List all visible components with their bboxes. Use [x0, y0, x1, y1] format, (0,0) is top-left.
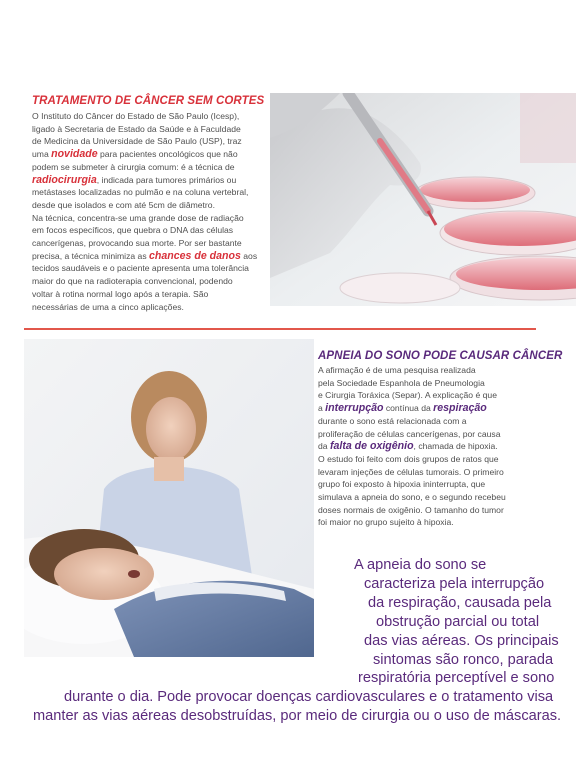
lab-photo-illustration [270, 93, 576, 306]
body-text: para pacientes oncológicos que não [97, 149, 238, 160]
body-text: simulava a apneia do sono, e o segundo recebeu [318, 492, 506, 503]
body-text: necessárias de uma a cinco aplicações. [32, 301, 184, 312]
body-text: uma [32, 149, 52, 160]
body-text: voltar à rotina normal logo após a terapia. São [32, 288, 209, 299]
body-text: da [318, 441, 330, 452]
body-text: levaram injeções de células tumorais. O primeiro [318, 466, 504, 477]
body-text: aos [240, 250, 258, 261]
body-text: contínua da [383, 403, 434, 414]
body-text: durante o sono está relacionada com a [318, 415, 467, 426]
article1-line [32, 250, 257, 263]
article1-line [32, 186, 257, 199]
callout-line: durante o dia. Pode provocar doenças cardiovasculares e o tratamento visa [64, 689, 554, 706]
article1-line [32, 301, 257, 314]
body-text: O Instituto do Câncer do Estado de São Paulo (Icesp), [32, 111, 240, 121]
body-text: cancerígenas, provocando sua morte. Por ser bastante [32, 238, 242, 249]
highlight-term: novidade [51, 148, 98, 161]
body-text: , chamada de hipoxia. [413, 441, 498, 452]
body-text: de Medicina da Universidade de São Paulo (USP), traz [32, 136, 242, 147]
body-text: podem se submeter à cirurgia comum: é a técnica de [32, 161, 235, 172]
body-text: , indicada para tumores primários ou [96, 174, 237, 185]
article1-line [32, 123, 257, 136]
body-text: maior do que na radioterapia convencional, podendo [32, 276, 233, 287]
article2-line [318, 453, 506, 466]
article2-line [318, 389, 506, 402]
article2-line [318, 466, 506, 479]
body-text: grupo foi exposto à hipoxia ininterrupta, que [318, 479, 486, 490]
section-divider [24, 328, 536, 330]
callout-line: das vias aéreas. Os principais [364, 632, 559, 649]
article1-line [32, 212, 257, 225]
body-text: metástases localizadas no pulmão e na coluna vertebral, [32, 187, 249, 198]
article2-line [318, 478, 506, 491]
article2-line [318, 402, 506, 415]
body-text: desde que isolados e com até 5cm de diâmetro. [32, 199, 215, 210]
lab-photo [270, 93, 576, 306]
callout-line: obstrução parcial ou total [376, 613, 540, 630]
article2-line [318, 428, 506, 441]
article1-heading: TRATAMENTO DE CÂNCER SEM CORTES [32, 95, 265, 107]
callout-line: manter as vias aéreas desobstruídas, por meio de cirurgia ou o uso de máscaras. [33, 708, 562, 725]
article1-line [32, 174, 257, 187]
article1-line [32, 262, 257, 275]
body-text: a [318, 403, 326, 414]
highlight-term: chances de danos [149, 249, 241, 262]
body-text: proliferação de células cancerígenas, por causa [318, 428, 501, 439]
body-text: ligado à Secretaria de Estado da Saúde e à Faculdade [32, 123, 241, 134]
callout-line: da respiração, causada pela [368, 594, 552, 611]
article2-line [318, 440, 506, 453]
callout-line: sintomas são ronco, parada [373, 651, 554, 668]
article1-line [32, 199, 257, 212]
article1-line [32, 148, 257, 161]
sleep-apnea-callout [0, 556, 562, 726]
article2-line [318, 491, 506, 504]
body-text: A afirmação é de uma pesquisa realizada [318, 365, 476, 375]
body-text: doses normais de oxigênio. O tamanho do tumor [318, 504, 504, 515]
article2-line [318, 364, 506, 377]
article1-line [32, 237, 257, 250]
article2-line [318, 516, 506, 529]
body-text: O estudo foi feito com dois grupos de ratos que [318, 453, 499, 464]
article2-line [318, 504, 506, 517]
callout-line: A apneia do sono se [354, 557, 487, 573]
highlight-term: respiração [433, 402, 487, 415]
article1-line [32, 135, 257, 148]
body-text: Na técnica, concentra-se uma grande dose de radiação [32, 212, 244, 223]
article2-heading: APNEIA DO SONO PODE CAUSAR CÂNCER [318, 350, 563, 362]
highlight-term: interrupção [325, 402, 384, 415]
body-text: foi maior no grupo sujeito à hipoxia. [318, 517, 454, 528]
article1-body [32, 110, 257, 313]
article1-line [32, 224, 257, 237]
callout-line: caracteriza pela interrupção [364, 575, 545, 592]
article2-line [318, 415, 506, 428]
callout-line: respiratória perceptível e sono [358, 670, 555, 687]
article1-line [32, 161, 257, 174]
body-text: em focos específicos, que quebra o DNA das células [32, 225, 234, 236]
article1-line [32, 275, 257, 288]
article2-line [318, 377, 506, 390]
body-text: pela Sociedade Espanhola de Pneumologia [318, 377, 485, 388]
article2-body [318, 364, 506, 529]
body-text: precisa, a técnica minimiza as [32, 250, 150, 261]
body-text: tecidos saudáveis e o paciente apresenta uma tolerância [32, 263, 249, 274]
article1-line [32, 110, 257, 123]
highlight-term: falta de oxigênio [329, 440, 414, 453]
highlight-term: radiocirurgia [32, 173, 97, 186]
article1-line [32, 288, 257, 301]
body-text: e Cirurgia Toráxica (Separ). A explicação é que [318, 390, 497, 401]
